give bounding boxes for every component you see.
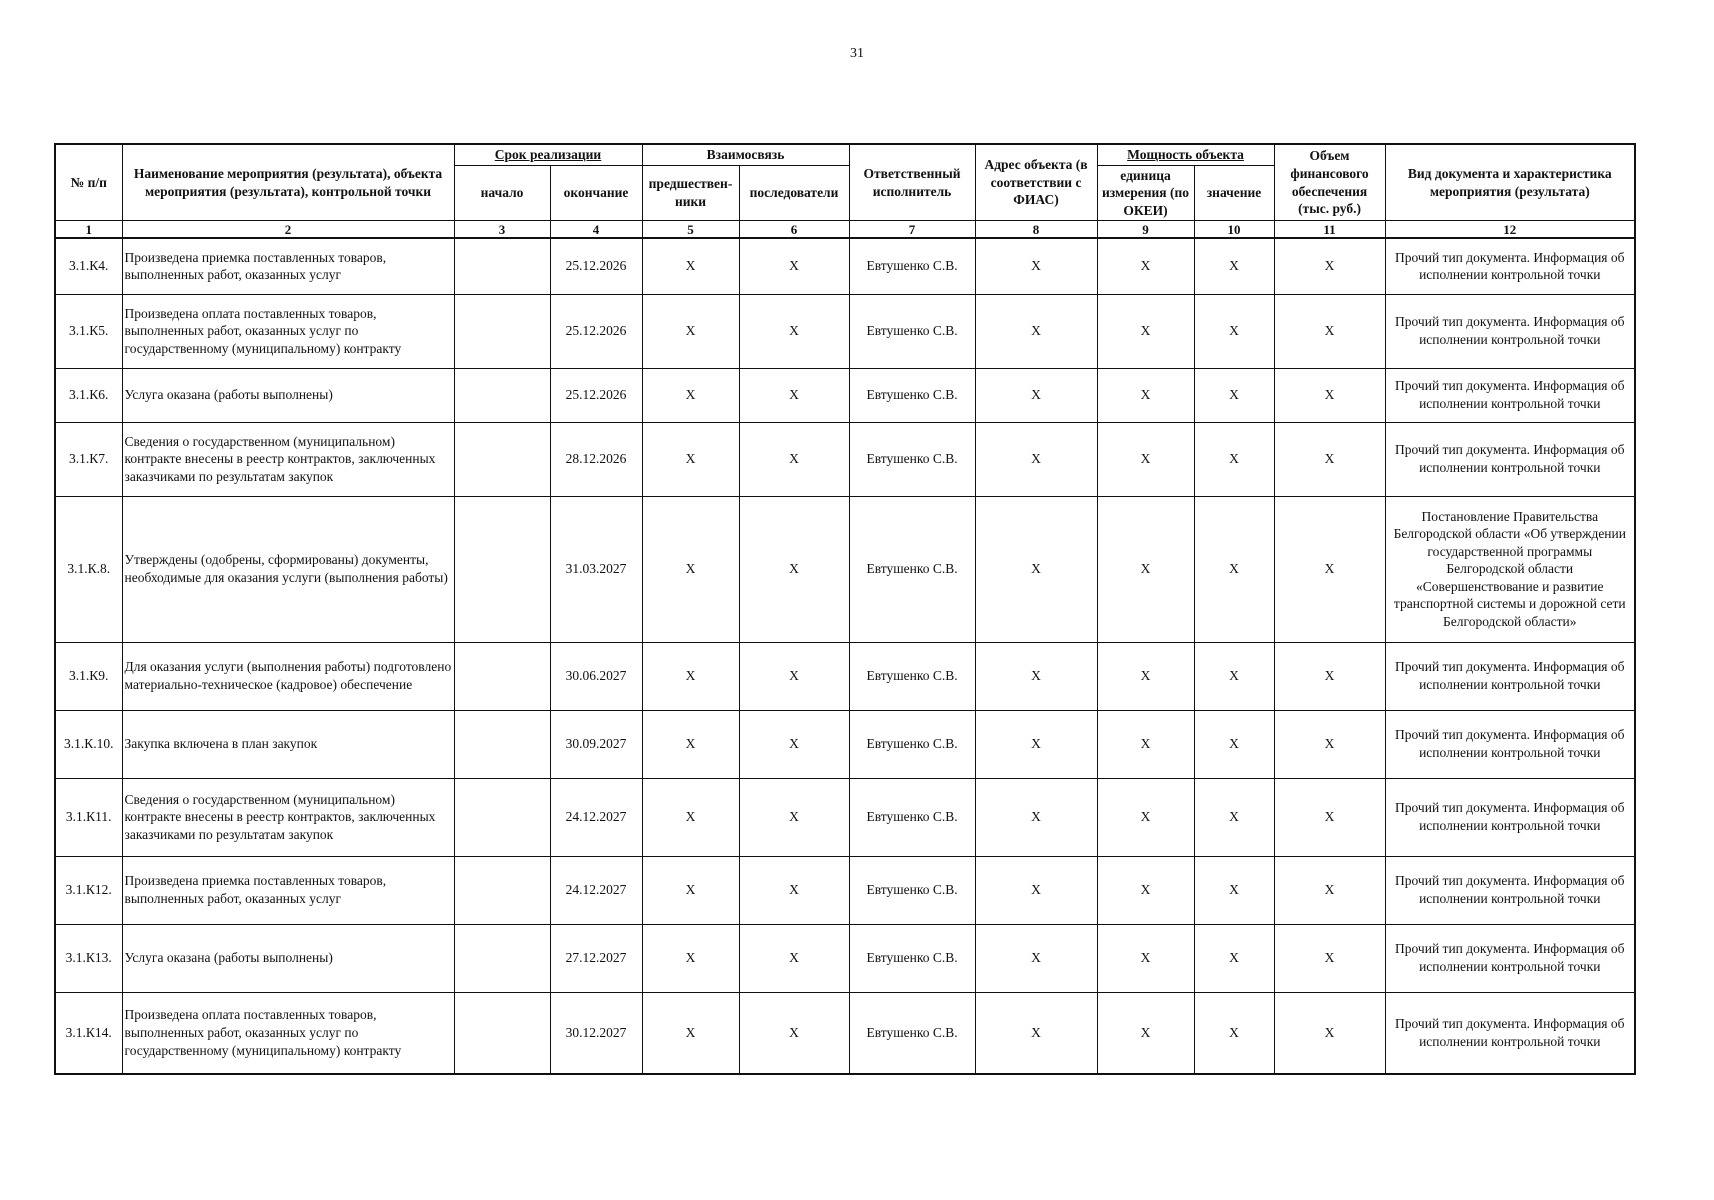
- page-number: 31: [850, 46, 864, 61]
- row-executor: Евтушенко С.В.: [849, 778, 975, 856]
- row-start: [454, 238, 550, 294]
- table-row: [55, 642, 1635, 710]
- row-num: 3.1.К13.: [55, 924, 122, 992]
- row-pred: Х: [642, 992, 739, 1074]
- col-number: 3: [454, 221, 550, 239]
- row-start: [454, 642, 550, 710]
- row-succ: Х: [739, 294, 849, 368]
- row-unit: Х: [1097, 238, 1194, 294]
- row-unit: Х: [1097, 496, 1194, 642]
- table-row: [55, 992, 1635, 1074]
- row-end: 25.12.2026: [550, 368, 642, 422]
- table-row: [55, 368, 1635, 422]
- row-start: [454, 992, 550, 1074]
- row-succ: Х: [739, 238, 849, 294]
- row-value: Х: [1194, 238, 1274, 294]
- row-name: Сведения о государственном (муниципальном) контракте внесены в реестр контрактов, заключенных заказчиками по результатам закупок: [122, 422, 454, 496]
- row-name: Услуга оказана (работы выполнены): [122, 368, 454, 422]
- row-doc: Прочий тип документа. Информация об исполнении контрольной точки: [1385, 642, 1635, 710]
- row-name: Произведена приемка поставленных товаров, выполненных работ, оказанных услуг: [122, 856, 454, 924]
- row-pred: Х: [642, 710, 739, 778]
- row-pred: Х: [642, 778, 739, 856]
- header-period: Срок реализации: [454, 144, 642, 166]
- row-doc: Прочий тип документа. Информация об исполнении контрольной точки: [1385, 710, 1635, 778]
- table-row: [55, 710, 1635, 778]
- table-row: [55, 856, 1635, 924]
- row-succ: Х: [739, 368, 849, 422]
- row-executor: Евтушенко С.В.: [849, 294, 975, 368]
- row-value: Х: [1194, 642, 1274, 710]
- row-end: 24.12.2027: [550, 778, 642, 856]
- col-number: 1: [55, 221, 122, 239]
- row-unit: Х: [1097, 710, 1194, 778]
- row-finance: Х: [1274, 422, 1385, 496]
- row-executor: Евтушенко С.В.: [849, 496, 975, 642]
- row-num: 3.1.К11.: [55, 778, 122, 856]
- row-name: Произведена оплата поставленных товаров, выполненных работ, оказанных услуг по государственному (муниципальному) контракту: [122, 294, 454, 368]
- row-unit: Х: [1097, 924, 1194, 992]
- row-address: Х: [975, 992, 1097, 1074]
- row-value: Х: [1194, 368, 1274, 422]
- row-unit: Х: [1097, 856, 1194, 924]
- row-finance: Х: [1274, 856, 1385, 924]
- row-doc: Прочий тип документа. Информация об исполнении контрольной точки: [1385, 856, 1635, 924]
- header-successors: последователи: [739, 166, 849, 221]
- row-name: Произведена оплата поставленных товаров, выполненных работ, оказанных услуг по государственному (муниципальному) контракту: [122, 992, 454, 1074]
- row-pred: Х: [642, 496, 739, 642]
- row-start: [454, 422, 550, 496]
- row-num: 3.1.К.10.: [55, 710, 122, 778]
- row-doc: Прочий тип документа. Информация об исполнении контрольной точки: [1385, 992, 1635, 1074]
- row-num: 3.1.К7.: [55, 422, 122, 496]
- header-name: Наименование мероприятия (результата), объекта мероприятия (результата), контрольной точки: [122, 144, 454, 221]
- row-start: [454, 294, 550, 368]
- row-address: Х: [975, 856, 1097, 924]
- row-succ: Х: [739, 856, 849, 924]
- row-finance: Х: [1274, 368, 1385, 422]
- table-row: [55, 294, 1635, 368]
- row-pred: Х: [642, 294, 739, 368]
- row-unit: Х: [1097, 422, 1194, 496]
- row-num: 3.1.К14.: [55, 992, 122, 1074]
- row-num: 3.1.К4.: [55, 238, 122, 294]
- row-num: 3.1.К6.: [55, 368, 122, 422]
- row-value: Х: [1194, 856, 1274, 924]
- col-number: 7: [849, 221, 975, 239]
- row-end: 28.12.2026: [550, 422, 642, 496]
- row-address: Х: [975, 642, 1097, 710]
- row-unit: Х: [1097, 642, 1194, 710]
- row-finance: Х: [1274, 778, 1385, 856]
- row-finance: Х: [1274, 294, 1385, 368]
- row-address: Х: [975, 238, 1097, 294]
- col-number: 6: [739, 221, 849, 239]
- row-start: [454, 856, 550, 924]
- row-end: 30.06.2027: [550, 642, 642, 710]
- col-number: 2: [122, 221, 454, 239]
- col-number: 9: [1097, 221, 1194, 239]
- row-end: 27.12.2027: [550, 924, 642, 992]
- header-executor: Ответственный исполнитель: [849, 144, 975, 221]
- row-name: Услуга оказана (работы выполнены): [122, 924, 454, 992]
- header-address: Адрес объекта (в соответствии с ФИАС): [975, 144, 1097, 221]
- row-finance: Х: [1274, 992, 1385, 1074]
- table-row: [55, 422, 1635, 496]
- row-pred: Х: [642, 238, 739, 294]
- row-address: Х: [975, 422, 1097, 496]
- row-num: 3.1.К12.: [55, 856, 122, 924]
- col-number: 8: [975, 221, 1097, 239]
- row-pred: Х: [642, 368, 739, 422]
- row-end: 30.09.2027: [550, 710, 642, 778]
- row-value: Х: [1194, 924, 1274, 992]
- row-succ: Х: [739, 778, 849, 856]
- row-start: [454, 924, 550, 992]
- row-name: Для оказания услуги (выполнения работы) подготовлено материально-техническое (кадровое) обеспечение: [122, 642, 454, 710]
- row-executor: Евтушенко С.В.: [849, 710, 975, 778]
- header-relation: Взаимосвязь: [642, 144, 849, 166]
- row-end: 24.12.2027: [550, 856, 642, 924]
- row-doc: Прочий тип документа. Информация об исполнении контрольной точки: [1385, 368, 1635, 422]
- row-name: Утверждены (одобрены, сформированы) документы, необходимые для оказания услуги (выполнения работы): [122, 496, 454, 642]
- row-end: 31.03.2027: [550, 496, 642, 642]
- row-executor: Евтушенко С.В.: [849, 368, 975, 422]
- row-doc: Прочий тип документа. Информация об исполнении контрольной точки: [1385, 778, 1635, 856]
- header-start: начало: [454, 166, 550, 221]
- row-doc: Прочий тип документа. Информация об исполнении контрольной точки: [1385, 238, 1635, 294]
- row-executor: Евтушенко С.В.: [849, 642, 975, 710]
- row-end: 30.12.2027: [550, 992, 642, 1074]
- row-value: Х: [1194, 778, 1274, 856]
- row-pred: Х: [642, 856, 739, 924]
- row-succ: Х: [739, 710, 849, 778]
- row-pred: Х: [642, 642, 739, 710]
- row-value: Х: [1194, 992, 1274, 1074]
- header-capacity: Мощность объекта: [1097, 144, 1274, 166]
- table-row: [55, 778, 1635, 856]
- col-number: 5: [642, 221, 739, 239]
- row-end: 25.12.2026: [550, 238, 642, 294]
- col-number: 11: [1274, 221, 1385, 239]
- row-doc: Прочий тип документа. Информация об исполнении контрольной точки: [1385, 924, 1635, 992]
- row-address: Х: [975, 778, 1097, 856]
- row-finance: Х: [1274, 642, 1385, 710]
- row-name: Произведена приемка поставленных товаров, выполненных работ, оказанных услуг: [122, 238, 454, 294]
- row-start: [454, 778, 550, 856]
- row-address: Х: [975, 924, 1097, 992]
- row-doc: Постановление Правительства Белгородской области «Об утверждении государственной программы Белгородской области «Совершенствование и развитие транспортной системы и дорожной сети Белгородской области»: [1385, 496, 1635, 642]
- row-succ: Х: [739, 924, 849, 992]
- row-executor: Евтушенко С.В.: [849, 238, 975, 294]
- row-pred: Х: [642, 422, 739, 496]
- row-unit: Х: [1097, 294, 1194, 368]
- row-end: 25.12.2026: [550, 294, 642, 368]
- header-predecessors: предшествен-ники: [642, 166, 739, 221]
- row-address: Х: [975, 294, 1097, 368]
- row-finance: Х: [1274, 496, 1385, 642]
- row-num: 3.1.К9.: [55, 642, 122, 710]
- col-number: 12: [1385, 221, 1635, 239]
- col-number: 4: [550, 221, 642, 239]
- header-finance: Объем финансового обеспечения (тыс. руб.): [1274, 144, 1385, 221]
- row-executor: Евтушенко С.В.: [849, 856, 975, 924]
- row-address: Х: [975, 496, 1097, 642]
- row-doc: Прочий тип документа. Информация об исполнении контрольной точки: [1385, 422, 1635, 496]
- row-succ: Х: [739, 992, 849, 1074]
- row-num: 3.1.К.8.: [55, 496, 122, 642]
- row-pred: Х: [642, 924, 739, 992]
- row-succ: Х: [739, 422, 849, 496]
- row-doc: Прочий тип документа. Информация об исполнении контрольной точки: [1385, 294, 1635, 368]
- table-row: [55, 496, 1635, 642]
- row-succ: Х: [739, 642, 849, 710]
- row-name: Сведения о государственном (муниципальном) контракте внесены в реестр контрактов, заключенных заказчиками по результатам закупок: [122, 778, 454, 856]
- table-row: [55, 924, 1635, 992]
- row-executor: Евтушенко С.В.: [849, 422, 975, 496]
- header-end: окончание: [550, 166, 642, 221]
- row-value: Х: [1194, 294, 1274, 368]
- row-num: 3.1.К5.: [55, 294, 122, 368]
- row-address: Х: [975, 710, 1097, 778]
- row-start: [454, 368, 550, 422]
- row-executor: Евтушенко С.В.: [849, 924, 975, 992]
- row-unit: Х: [1097, 368, 1194, 422]
- row-start: [454, 496, 550, 642]
- row-start: [454, 710, 550, 778]
- row-name: Закупка включена в план закупок: [122, 710, 454, 778]
- col-number: 10: [1194, 221, 1274, 239]
- row-executor: Евтушенко С.В.: [849, 992, 975, 1074]
- row-unit: Х: [1097, 778, 1194, 856]
- table-row: [55, 238, 1635, 294]
- row-succ: Х: [739, 496, 849, 642]
- header-value: значение: [1194, 166, 1274, 221]
- row-address: Х: [975, 368, 1097, 422]
- row-finance: Х: [1274, 924, 1385, 992]
- row-value: Х: [1194, 422, 1274, 496]
- row-value: Х: [1194, 496, 1274, 642]
- row-finance: Х: [1274, 710, 1385, 778]
- header-doc: Вид документа и характеристика мероприятия (результата): [1385, 144, 1635, 221]
- row-unit: Х: [1097, 992, 1194, 1074]
- header-unit: единица измерения (по ОКЕИ): [1097, 166, 1194, 221]
- header-num: № п/п: [55, 144, 122, 221]
- row-value: Х: [1194, 710, 1274, 778]
- row-finance: Х: [1274, 238, 1385, 294]
- control-points-table: [54, 143, 1636, 1075]
